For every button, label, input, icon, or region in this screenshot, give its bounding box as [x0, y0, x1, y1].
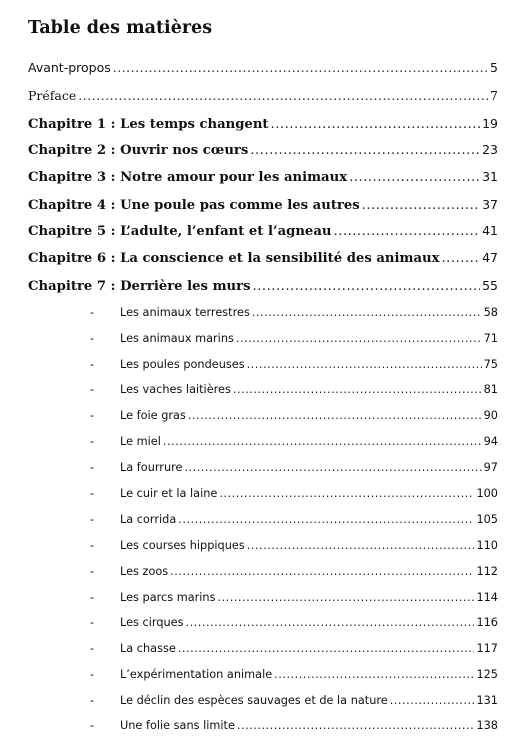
list-dash: - — [90, 668, 95, 681]
toc-section-label: La corrida — [120, 513, 177, 526]
toc-section[interactable] — [90, 435, 498, 448]
dot-leader — [170, 565, 474, 578]
toc-chapter-page: 41 — [482, 223, 498, 238]
list-dash: - — [90, 694, 95, 707]
toc-section-label: Les animaux terrestres — [120, 306, 250, 319]
list-dash: - — [90, 513, 95, 526]
dot-leader — [217, 591, 474, 604]
list-dash: - — [90, 565, 95, 578]
toc-section-label: Les cirques — [120, 616, 184, 629]
dot-leader — [188, 409, 482, 422]
toc-section-page: 116 — [476, 616, 498, 629]
toc-chapter-page: 23 — [482, 142, 498, 157]
toc-section-page: 81 — [483, 383, 498, 396]
dot-leader — [247, 539, 475, 552]
toc-chapter-page: 55 — [482, 278, 498, 293]
toc-section-label: Les courses hippiques — [120, 539, 245, 552]
toc-section-page: 90 — [483, 409, 498, 422]
list-dash: - — [90, 591, 95, 604]
toc-section-page: 117 — [476, 642, 498, 655]
toc-section-label: La chasse — [120, 642, 176, 655]
toc-section[interactable] — [90, 719, 498, 732]
toc-section[interactable] — [90, 513, 498, 526]
toc-section-page: 97 — [483, 461, 498, 474]
list-dash: - — [90, 539, 95, 552]
dot-leader — [250, 143, 480, 158]
dot-leader — [236, 332, 482, 345]
toc-chapter-1[interactable] — [28, 116, 498, 132]
toc-chapter-3[interactable] — [28, 169, 498, 185]
list-dash: - — [90, 719, 95, 732]
dot-leader — [185, 616, 474, 629]
toc-chapter-page: 47 — [482, 250, 498, 265]
dot-leader — [247, 358, 482, 371]
toc-section-page: 100 — [476, 487, 498, 500]
toc-section[interactable] — [90, 409, 498, 422]
dot-leader — [362, 198, 480, 213]
toc-chapter-label: Chapitre 2 : Ouvrir nos cœurs — [28, 143, 249, 158]
dot-leader — [184, 461, 481, 474]
toc-chapter-label: Chapitre 5 : L’adulte, l’enfant et l’agneau — [28, 224, 332, 239]
toc-section-label: Le foie gras — [120, 409, 186, 422]
dot-leader — [441, 251, 480, 266]
toc-section[interactable] — [90, 487, 498, 500]
toc-section-label: Les animaux marins — [120, 332, 234, 345]
toc-section-page: 110 — [476, 539, 498, 552]
list-dash: - — [90, 409, 95, 422]
list-dash: - — [90, 383, 95, 396]
toc-chapter-page: 31 — [482, 169, 498, 184]
dot-leader — [252, 306, 482, 319]
toc-entry-avant-propos[interactable] — [28, 60, 498, 75]
toc-section-label: Le cuir et la laine — [120, 487, 218, 500]
toc-section-label: Les parcs marins — [120, 591, 216, 604]
toc-chapter-4[interactable] — [28, 197, 498, 213]
toc-section-label: Les poules pondeuses — [120, 358, 245, 371]
dot-leader — [178, 513, 474, 526]
toc-section-label: Le déclin des espèces sauvages et de la nature — [120, 694, 388, 707]
dot-leader — [113, 60, 488, 75]
toc-section-label: Les vaches laitières — [120, 383, 231, 396]
toc-chapter-5[interactable] — [28, 223, 498, 239]
toc-chapter-7[interactable] — [28, 278, 498, 294]
dot-leader — [78, 88, 488, 103]
toc-section-page: 138 — [476, 719, 498, 732]
toc-entry-page: 7 — [490, 88, 498, 103]
toc-section-page: 112 — [476, 565, 498, 578]
toc-section-page: 71 — [483, 332, 498, 345]
toc-chapter-label: Chapitre 1 : Les temps changent — [28, 117, 269, 132]
list-dash: - — [90, 642, 95, 655]
toc-section[interactable] — [90, 694, 498, 707]
toc-section-label: La fourrure — [120, 461, 183, 474]
toc-chapter-label: Chapitre 4 : Une poule pas comme les autres — [28, 198, 360, 213]
toc-section[interactable] — [90, 591, 498, 604]
dot-leader — [333, 224, 480, 239]
list-dash: - — [90, 435, 95, 448]
dot-leader — [271, 117, 481, 132]
list-dash: - — [90, 306, 95, 319]
toc-section-page: 75 — [483, 358, 498, 371]
toc-section[interactable] — [90, 461, 498, 474]
toc-chapter-label: Chapitre 3 : Notre amour pour les animaux — [28, 170, 348, 185]
toc-section-label: L’expérimentation animale — [120, 668, 273, 681]
toc-section-page: 114 — [476, 591, 498, 604]
toc-section-label: Les zoos — [120, 565, 169, 578]
dot-leader — [274, 668, 474, 681]
dot-leader — [390, 694, 475, 707]
toc-section-page: 94 — [483, 435, 498, 448]
toc-section-page: 131 — [476, 694, 498, 707]
toc-chapter-label: Chapitre 6 : La conscience et la sensibilité des animaux — [28, 251, 440, 266]
toc-entry-preface[interactable] — [28, 88, 498, 103]
toc-section[interactable] — [90, 383, 498, 396]
list-dash: - — [90, 487, 95, 500]
list-dash: - — [90, 461, 95, 474]
toc-section-page: 58 — [483, 306, 498, 319]
dot-leader — [219, 487, 474, 500]
page-title: Table des matières — [28, 18, 213, 38]
toc-section[interactable] — [90, 668, 498, 681]
toc-entry-page: 5 — [490, 60, 498, 75]
toc-section[interactable] — [90, 306, 498, 319]
toc-chapter-2[interactable] — [28, 142, 498, 158]
toc-chapter-6[interactable] — [28, 250, 498, 266]
list-dash: - — [90, 358, 95, 371]
dot-leader — [237, 719, 475, 732]
dot-leader — [349, 170, 480, 185]
toc-section-page: 105 — [476, 513, 498, 526]
toc-entry-label: Préface — [28, 88, 77, 103]
dot-leader — [163, 435, 482, 448]
toc-chapter-page: 37 — [482, 197, 498, 212]
toc-section[interactable] — [90, 565, 498, 578]
toc-section[interactable] — [90, 358, 498, 371]
list-dash: - — [90, 332, 95, 345]
toc-chapter-page: 19 — [482, 116, 498, 131]
toc-section[interactable] — [90, 332, 498, 345]
dot-leader — [178, 642, 475, 655]
toc-section[interactable] — [90, 539, 498, 552]
toc-section-label: Une folie sans limite — [120, 719, 235, 732]
toc-section[interactable] — [90, 642, 498, 655]
list-dash: - — [90, 616, 95, 629]
toc-entry-label: Avant-propos — [28, 60, 111, 75]
dot-leader — [253, 279, 481, 294]
toc-chapter-label: Chapitre 7 : Derrière les murs — [28, 279, 251, 294]
dot-leader — [233, 383, 482, 396]
toc-section[interactable] — [90, 616, 498, 629]
toc-section-page: 125 — [476, 668, 498, 681]
toc-section-label: Le miel — [120, 435, 161, 448]
